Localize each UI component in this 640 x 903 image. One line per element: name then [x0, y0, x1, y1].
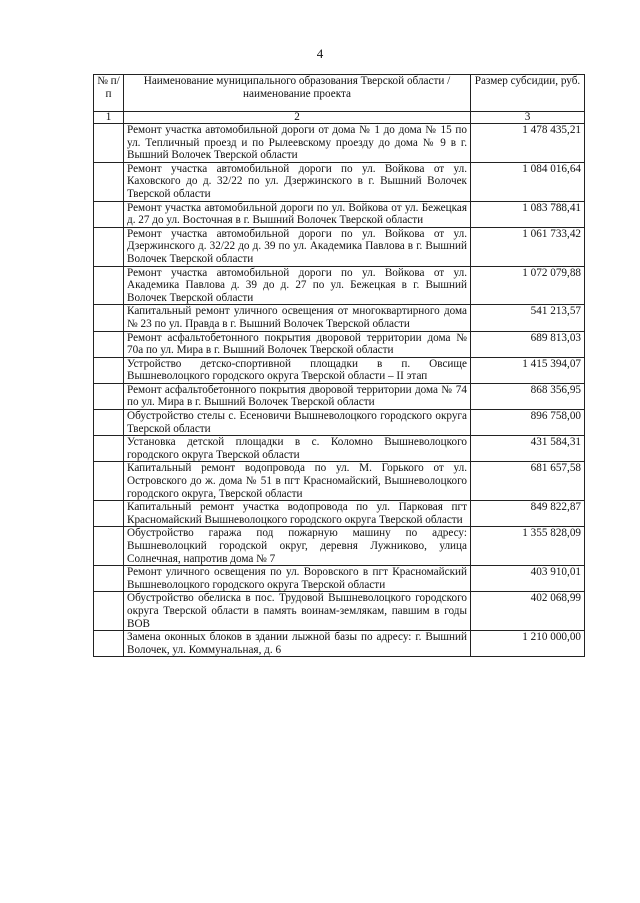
subsidy-amount: 896 758,00	[471, 410, 585, 436]
subsidy-amount: 1 355 828,09	[471, 527, 585, 566]
project-name: Обустройство стелы с. Есеновичи Вышневолоцкого городского округа Тверской области	[124, 410, 471, 436]
table-row	[94, 305, 585, 331]
table-row	[94, 592, 585, 631]
project-name: Ремонт асфальтобетонного покрытия дворовой территории дома № 74 по ул. Мира в г. Вышний Волочек Тверской области	[124, 383, 471, 409]
project-name: Ремонт участка автомобильной дороги по ул. Войкова от ул. Академика Павлова д. 39 до д. 27 по ул. Бежецкая в г. Вышний Волочек Тверской области	[124, 266, 471, 305]
subsidy-amount: 403 910,01	[471, 566, 585, 592]
table-row	[94, 462, 585, 501]
table-row	[94, 410, 585, 436]
row-number	[94, 631, 124, 657]
project-name: Ремонт участка автомобильной дороги по ул. Войкова от ул. Дзержинского д. 32/22 до д. 39 по ул. Академика Павлова в г. Вышний Волочек Тверской области	[124, 227, 471, 266]
row-number	[94, 410, 124, 436]
row-number	[94, 357, 124, 383]
column-number: 1	[94, 112, 124, 124]
subsidy-amount: 1 083 788,41	[471, 201, 585, 227]
subsidy-amount: 689 813,03	[471, 331, 585, 357]
table-row	[94, 566, 585, 592]
row-number	[94, 227, 124, 266]
table-row	[94, 501, 585, 527]
table-row	[94, 383, 585, 409]
subsidy-amount: 1 072 079,88	[471, 266, 585, 305]
subsidy-amount: 1 415 394,07	[471, 357, 585, 383]
subsidy-amount: 868 356,95	[471, 383, 585, 409]
subsidy-amount: 1 478 435,21	[471, 124, 585, 163]
subsidy-amount: 541 213,57	[471, 305, 585, 331]
table-row	[94, 162, 585, 201]
table-row	[94, 124, 585, 163]
header-subsidy-amount: Размер субсидии, руб.	[471, 75, 585, 112]
row-number	[94, 162, 124, 201]
subsidy-table	[93, 74, 585, 657]
row-number	[94, 383, 124, 409]
row-number	[94, 266, 124, 305]
table-row	[94, 201, 585, 227]
project-name: Капитальный ремонт водопровода по ул. М. Горького от ул. Островского до ж. дома № 51 в пгт Красномайский, Вышневолоцкого городского округа, Тверской области	[124, 462, 471, 501]
project-name: Замена оконных блоков в здании лыжной базы по адресу: г. Вышний Волочек, ул. Коммунальная, д. 6	[124, 631, 471, 657]
row-number	[94, 462, 124, 501]
table-row	[94, 331, 585, 357]
project-name: Капитальный ремонт участка водопровода по ул. Парковая пгт Красномайский Вышневолоцкого городского округа Тверской области	[124, 501, 471, 527]
table-header-row	[94, 75, 585, 112]
row-number	[94, 436, 124, 462]
project-name: Ремонт участка автомобильной дороги по ул. Войкова от ул. Бежецкая д. 27 до ул. Восточная в г. Вышний Волочек Тверской области	[124, 201, 471, 227]
project-name: Капитальный ремонт уличного освещения от многоквартирного дома № 23 по ул. Правда в г. Вышний Волочек Тверской области	[124, 305, 471, 331]
project-name: Обустройство обелиска в пос. Трудовой Вышневолоцкого городского округа Тверской области в память воинам-землякам, павшим в годы ВОВ	[124, 592, 471, 631]
project-name: Обустройство гаража под пожарную машину по адресу: Вышневолоцкий городской округ, деревня Лужниково, улица Солнечная, напротив дома № 7	[124, 527, 471, 566]
row-number	[94, 305, 124, 331]
project-name: Ремонт уличного освещения по ул. Воровского в пгт Красномайский Вышневолоцкого городского округа Тверской области	[124, 566, 471, 592]
subsidy-amount: 431 584,31	[471, 436, 585, 462]
project-name: Ремонт асфальтобетонного покрытия дворовой территории дома № 70а по ул. Мира в г. Вышний Волочек Тверской области	[124, 331, 471, 357]
table-row	[94, 527, 585, 566]
page-number: 4	[316, 46, 324, 61]
row-number	[94, 592, 124, 631]
table-row	[94, 436, 585, 462]
project-name: Устройство детско-спортивной площадки в п. Овсище Вышневолоцкого городского округа Тверской области – II этап	[124, 357, 471, 383]
subsidy-amount: 1 084 016,64	[471, 162, 585, 201]
table-row	[94, 227, 585, 266]
header-project-name: Наименование муниципального образования Тверской области / наименование проекта	[124, 75, 471, 112]
subsidy-amount: 849 822,87	[471, 501, 585, 527]
column-numbers-row	[94, 112, 585, 124]
column-number: 2	[124, 112, 471, 124]
row-number	[94, 501, 124, 527]
row-number	[94, 527, 124, 566]
column-number: 3	[471, 112, 585, 124]
subsidy-amount: 1 061 733,42	[471, 227, 585, 266]
table-row	[94, 266, 585, 305]
row-number	[94, 201, 124, 227]
table-row	[94, 631, 585, 657]
row-number	[94, 566, 124, 592]
row-number	[94, 331, 124, 357]
header-number: № п/п	[94, 75, 124, 112]
table-row	[94, 357, 585, 383]
project-name: Ремонт участка автомобильной дороги от дома № 1 до дома № 15 по ул. Тепличный проезд и по Рылеевскому проезду до дома № 9 в г. Вышний Волочек Тверской области	[124, 124, 471, 163]
row-number	[94, 124, 124, 163]
subsidy-amount: 1 210 000,00	[471, 631, 585, 657]
project-name: Ремонт участка автомобильной дороги по ул. Войкова от ул. Каховского до д. 32/22 по ул. Дзержинского в г. Вышний Волочек Тверской области	[124, 162, 471, 201]
subsidy-amount: 402 068,99	[471, 592, 585, 631]
subsidy-amount: 681 657,58	[471, 462, 585, 501]
project-name: Установка детской площадки в с. Коломно Вышневолоцкого городского округа Тверской области	[124, 436, 471, 462]
